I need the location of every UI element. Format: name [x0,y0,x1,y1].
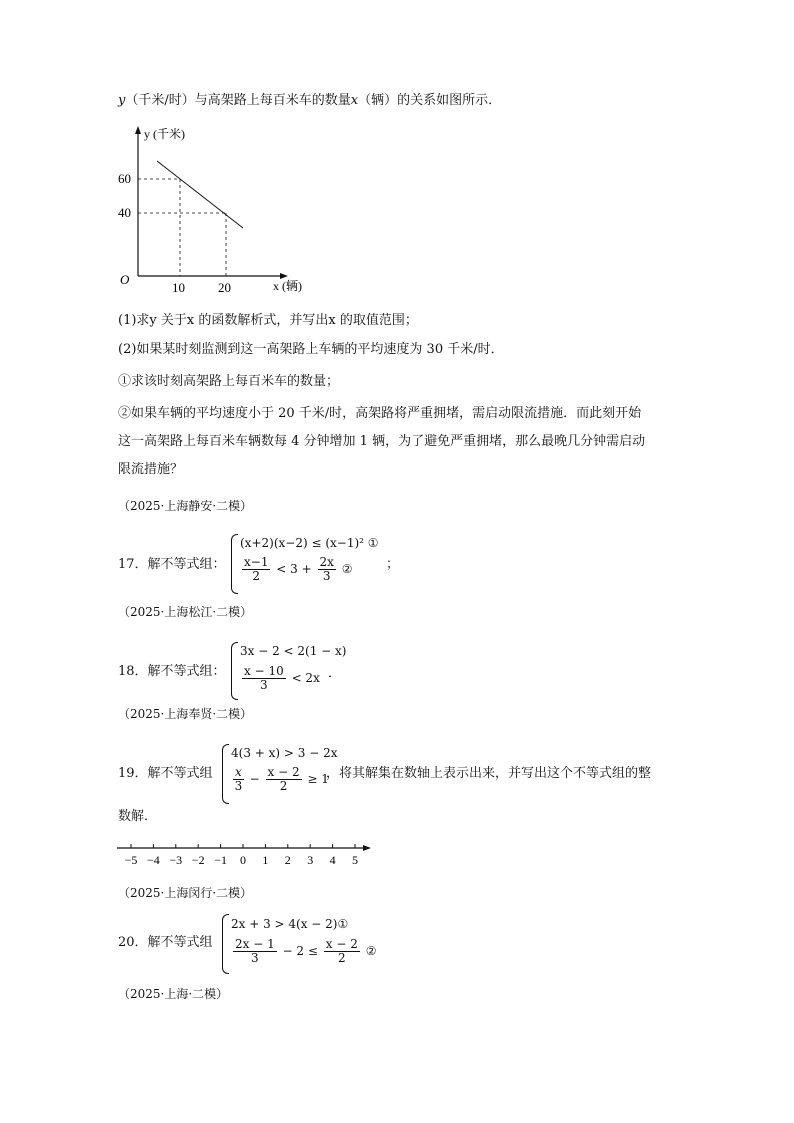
q20-frac2: $\frac{x - 2}{2}$ [325,937,358,965]
q18-brace [231,642,238,700]
q16-part2b-line1: ②如果车辆的平均速度小于 20 千米/时，高架路将严重拥堵，需启动限流措施．而此刻开始 [118,406,642,421]
q17-frac1: $\frac{x-1}{2}$ [244,555,269,583]
q16-part2b-line2: 这一高架路上每百米车辆数每 4 分钟增加 1 辆，为了避免严重拥堵，那么最晚几分钟需启动 [118,434,646,449]
number-line-tick-label: 1 [262,853,269,867]
q19-eq2: $\frac{x}{3}$ − $\frac{x - 2}{2}$ ≥ 1 [234,765,329,793]
q19-text-2: 数解． [118,809,158,824]
q20-source: （2025·上海闵行·二模） [118,886,253,900]
x-tick-10: 10 [172,280,185,295]
number-line-tick-label: −1 [214,853,227,867]
intro-text-1: （千米/时）与高架路上每百米车的数量 [125,93,351,108]
y-variable: y [118,93,126,108]
number-line-tick-label: −3 [169,853,183,867]
number-line-tick-label: 4 [329,853,336,867]
q20-eq2: $\frac{2x - 1}{3}$ − 2 ≤ $\frac{x - 2}{2}$ ② [235,937,377,965]
function-line [157,161,243,228]
q17-brace [231,534,238,594]
q19-source: （2025·上海奉贤·二模） [118,707,253,721]
q17-tail: ； [386,557,400,572]
number-line-arrow [363,845,371,851]
x-axis-label: x (辆) [273,279,302,293]
q18-tail: ． [328,666,342,681]
number-line-tick-label: 5 [352,853,358,867]
q17-frac2: $\frac{2x}{3}$ [319,555,334,583]
q17-label: 17．解不等式组： [118,557,226,572]
y-tick-60: 60 [118,171,131,186]
q20-brace [222,914,229,974]
q16-part2: (2)如果某时刻监测到这一高架路上车辆的平均速度为 30 千米/时． [118,342,504,357]
q18-label: 18．解不等式组： [118,664,226,679]
q19-eq1: 4(3 + x) > 3 − 2x [231,746,338,760]
q18-frac: $\frac{x - 10}{3}$ [244,664,284,692]
q21-source: （2025·上海·二模） [118,987,229,1001]
q17-source: （2025·上海静安·二模） [118,499,253,513]
speed-graph [110,118,310,298]
q19-label: 19．解不等式组 [118,766,213,781]
q18-source: （2025·上海松江·二模） [118,605,253,619]
q17-eq2: $\frac{x-1}{2}$ < 3 + $\frac{2x}{3}$ ② [244,555,353,583]
q20-frac1: $\frac{2x - 1}{3}$ [235,937,275,965]
q20-label: 20．解不等式组 [118,935,213,950]
intro-text-2: （辆）的关系如图所示． [358,93,502,108]
number-line-tick-label: 2 [284,853,291,867]
q16-part2a: ①求该时刻高架路上每百米车的数量； [118,374,340,389]
q19-frac2: $\frac{x - 2}{2}$ [267,765,300,793]
q19-text-1: ，将其解集在数轴上表示出来，并写出这个不等式组的整 [326,766,652,781]
number-line-tick-label: −5 [124,853,138,867]
q17-eq1: (x+2)(x−2) ≤ (x−1)² ① [240,536,379,550]
number-line [115,838,375,870]
q20-eq1: 2x + 3 > 4(x − 2)① [231,917,349,931]
number-line-tick-label: 0 [240,853,246,867]
number-line-tick-label: −2 [191,853,205,867]
q16-part1: (1)求y 关于x 的函数解析式，并写出x 的取值范围； [118,313,418,328]
q19-frac1: $\frac{x}{3}$ [234,765,243,793]
origin-label: O [120,272,130,287]
number-line-tick-label: −4 [147,853,160,867]
number-line-tick-label: 3 [307,853,314,867]
q18-eq1: 3x − 2 < 2(1 − x) [240,644,347,658]
intro-line [118,92,501,110]
q19-brace [222,744,229,804]
q18-eq2: $\frac{x - 10}{3}$ < 2x [244,664,320,692]
q16-part2b-line3: 限流措施？ [118,462,184,477]
y-axis-arrow [135,126,141,134]
x-tick-20: 20 [218,280,231,295]
y-axis-label: y (千米) [144,127,185,141]
x-variable: x [350,93,359,108]
y-tick-40: 40 [118,205,131,220]
